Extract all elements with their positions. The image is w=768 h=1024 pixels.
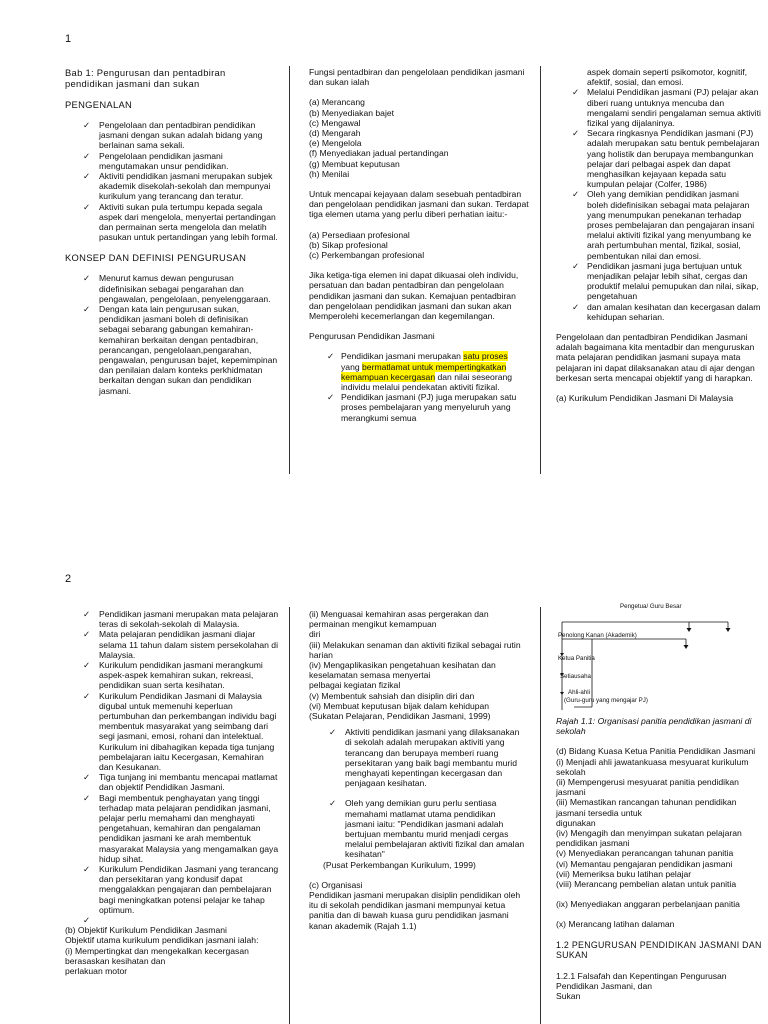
list-item [65, 915, 283, 925]
function-item: (b) Menyediakan bajet [309, 107, 395, 118]
checkmark-icon: ✓ [572, 260, 580, 271]
checkmark-icon: ✓ [329, 798, 337, 809]
objective-item: (iii) Melakukan senaman dan aktiviti fizikal sebagai rutin harian [309, 639, 521, 660]
paragraph: Jika ketiga-tiga elemen ini dapat dikuasai oleh individu, persatuan dan badan pentadbiran dan pengelolaan pendidikan jasmani dan sukan. Kemajuan pentadbiran dan pengelolaan pendidikan jasmani dan sukan akan Memperolehi kecemerlangan dan kegemilangan. [309, 270, 519, 322]
page-number-1: 1 [65, 33, 72, 45]
function-item: (d) Mengarah [309, 128, 361, 139]
checkmark-icon: ✓ [83, 690, 91, 701]
objective-item-cont: pelbagai kegiatan fizikal [309, 680, 401, 691]
duty-item: (iii) Memastikan rancangan tahunan pendidikan jasmani tersedia untuk [556, 797, 737, 818]
duty-item: (x) Merancang latihan dalaman [556, 919, 675, 930]
page1-column-3 [556, 67, 766, 403]
paragraph: Objektif utama kurikulum pendidikan jasmani ialah: [65, 935, 259, 946]
duty-item: (iv) Mengagih dan menyimpan sukatan pelajaran pendidikan jasmani [556, 828, 742, 849]
checkmark-icon: ✓ [329, 727, 337, 738]
function-item: (f) Menyediakan jadual pertandingan [309, 148, 449, 159]
duty-item: (vi) Memantau pengajaran pendidikan jasmani [556, 858, 733, 869]
org-node-secretary: Setiausaha [560, 673, 591, 680]
checkmark-icon: ✓ [83, 864, 91, 875]
page2-column-3 [556, 716, 766, 1001]
function-item: (h) Menilai [309, 168, 350, 179]
list-item: ✓ Aktiviti sukan pula tertumpu kepada segala aspek dari mengelola, menyertai pertandingan dan permainan serta mengelola dan melatih pasukan untuk pertandingan yang lebih formal. [83, 201, 278, 243]
list-item: ✓ dan amalan kesihatan dan kecergasan dalam kehidupan seharian. [572, 301, 761, 322]
list-item: ✓ Oleh yang demikian guru perlu sentiasa memahami matlamat utama pendidikan jasmani iaitu: "Pendidikan jasmani adalah bertujuan membantu murid menjadi cergas melalui pembelajaran aktiviti fizikal dan amalan kesihatan" [329, 798, 525, 860]
duty-item: (v) Menyediakan perancangan tahunan panitia [556, 848, 734, 859]
objective-item: (vi) Membuat keputusan bijak dalam kehidupan [309, 700, 490, 711]
duty-item: (viii) Merancang pembelian alatan untuk panitia [556, 879, 737, 890]
duty-item-cont: digunakan [556, 817, 596, 828]
page1-column-1 [65, 67, 283, 396]
sub-heading: (a) Kurikulum Pendidikan Jasmani Di Malaysia [556, 393, 734, 404]
column-divider [289, 66, 290, 474]
section-heading: KONSEP DAN DEFINISI PENGURUSAN [65, 252, 247, 264]
checkmark-icon: ✓ [572, 301, 580, 312]
paragraph: Pendidikan jasmani merupakan disiplin pendidikan oleh itu di sekolah pendidikan jasmani mempunyai ketua panitia dan di bawah kuasa guru pendidikan jasmani kanan akademik (Rajah 1.1) [309, 890, 521, 931]
subsection-heading-cont: Sukan [556, 991, 581, 1002]
objective-item: (i) Mempertingkat dan mengekalkan kecergasan berasaskan kesihatan dan [65, 945, 249, 966]
element-item: (c) Perkembangan profesional [309, 250, 425, 261]
list-item: ✓ Pendidikan jasmani (PJ) juga merupakan satu proses pembelajaran yang menyeluruh yang merangkumi semua [327, 392, 517, 423]
org-chart [556, 603, 766, 714]
list-item: ✓ Oleh yang demikian pendidikan jasmani boleh didefinisikan sebagai mata pelajaran yang menumpukan penekanan terhadap proses pembelajaran dan pengajaran insani melalui aktiviti fizikal yang menyumbang ke arah pertumbuhan mental, fizikal, sosial, pembentukan nilai dan emosi. [572, 189, 755, 261]
element-item: (b) Sikap profesional [309, 239, 388, 250]
checkmark-icon: ✓ [572, 87, 580, 98]
objective-item: (v) Membentuk sahsiah dan disiplin diri dan [309, 690, 475, 701]
checkmark-icon: ✓ [83, 201, 91, 212]
page1-column-2 [309, 67, 531, 423]
continuation-text: aspek domain seperti psikomotor, kognitif, afektif, sosial, dan emosi. [587, 67, 748, 88]
list-item: ✓ Menurut kamus dewan pengurusan didefinisikan sebagai pengarahan dan pengawalan, pengelolaan, penyelenggaraan. [83, 273, 271, 304]
sub-heading: (c) Organisasi [309, 879, 363, 890]
page2-column-2 [309, 609, 531, 931]
org-node-senior-assistant: Penolong Kanan (Akademik) [558, 632, 637, 639]
duty-item: (i) Menjadi ahli jawatankuasa mesyuarat kurikulum sekolah [556, 756, 749, 777]
list-item: ✓ Pendidikan jasmani juga bertujuan untuk menjadikan pelajar lebih sihat, cergas dan produktif melalui pemupukan dan nilai, sikap, pengetahuan [572, 260, 759, 302]
list-item: ✓ Pengelolaan pendidikan jasmani mengutamakan unsur pendidikan. [83, 150, 229, 171]
list-item: ✓ Aktiviti pendidikan jasmani merupakan subjek akademik disekolah-sekolah dan mempunyai kurikulum yang terancang dan teratur. [83, 171, 273, 202]
sub-heading: Pengurusan Pendidikan Jasmani [309, 331, 435, 342]
list-item: ✓ Kurikulum pendidikan jasmani merangkumi aspek-aspek kemahiran sukan, rekreasi, pendidikan suan serta kesihatan. [83, 660, 263, 691]
objective-item-cont: perlakuan motor [65, 965, 128, 976]
org-node-members-note: (Guru-guru yang mengajar PJ) [564, 697, 648, 704]
page2-column-1 [65, 609, 283, 976]
column-divider [540, 66, 541, 474]
list-item: ✓ Tiga tunjang ini membantu mencapai matlamat dan objektif Pendidikan Jasmani. [83, 772, 278, 793]
figure-caption: Rajah 1.1: Organisasi panitia pendidikan jasmani di sekolah [556, 716, 752, 737]
list-item: ✓ Pendidikan jasmani merupakan satu proses yang bermatlamat untuk mempertingkatkan kemampuan kecergasan dan nilai seseorang individu melalui pendekatan aktiviti fizikal. [327, 351, 513, 393]
page-number-2: 2 [65, 573, 72, 585]
sub-heading: (b) Objektif Kurikulum Pendidikan Jasmani [65, 925, 227, 936]
checkmark-icon: ✓ [83, 609, 91, 619]
checkmark-icon: ✓ [572, 128, 580, 139]
list-item: ✓ Mata pelajaran pendidikan jasmani diajar selama 11 tahun dalam sistem persekolahan di Malaysia. [83, 629, 278, 660]
org-node-principal: Pengetua/ Guru Besar [620, 603, 682, 610]
paragraph: Untuk mencapai kejayaan dalam sesebuah pentadbiran dan pengelolaan pendidikan jasmani dan sukan. Terdapat tiga elemen utama yang perlu diberi perhatian iaitu:- [309, 189, 529, 220]
paragraph: Pengelolaan dan pentadbiran Pendidikan Jasmani adalah bagaimana kita mentadbir dan menguruskan mata pelajaran pendidikan jasmani supaya mata pelajaran ini dapat dilaksanakan atau di ajar dengan berkesan serta mencapai objektif yang di harapkan. [556, 332, 755, 383]
citation: (Sukatan Pelajaran, Pendidikan Jasmani, 1999) [309, 711, 491, 722]
list-item: ✓ Pendidikan jasmani merupakan mata pelajaran teras di sekolah-sekolah di Malaysia. [83, 609, 279, 630]
objective-item: (iv) Mengaplikasikan pengetahuan kesihatan dan keselamatan semasa menyertai [309, 660, 496, 681]
checkmark-icon: ✓ [327, 351, 335, 362]
list-item: ✓ Pengelolaan dan pentadbiran pendidikan jasmani dengan sukan adalah bidang yang berlainan sama sekali. [83, 120, 263, 151]
highlighted-text: satu proses [463, 351, 508, 362]
checkmark-icon: ✓ [83, 171, 91, 182]
list-item: ✓ Secara ringkasnya Pendidikan jasmani (PJ) adalah merupakan satu bentuk pembelajaran yang holistik dan berupaya membangunkan pelajar dari pelbagai aspek dan dapat menghasilkan kejayaan kepada satu kumpulan pelajar (Colfer, 1986) [572, 128, 760, 190]
checkmark-icon: ✓ [83, 273, 91, 284]
duty-item: (vii) Memeriksa buku latihan pelajar [556, 868, 692, 879]
list-item: ✓ Bagi membentuk penghayatan yang tinggi terhadap mata pelajaran pendidikan jasmani, pelajar perlu memahami dan menghayati pengetahuan, kemahiran dan pengalaman pendidikan jasmani ke arah membentuk masyarakat Malaysia yang mengamalkan gaya hidup sihat. [83, 792, 279, 864]
highlighted-text: bermatlamat untuk mempertingkatkan kemampuan kecergasan [341, 361, 507, 382]
checkmark-icon: ✓ [572, 189, 580, 200]
checkmark-icon: ✓ [83, 792, 91, 803]
section-heading: PENGENALAN [65, 99, 133, 110]
checkmark-icon: ✓ [83, 629, 91, 640]
objective-item-cont: diri [309, 629, 321, 640]
function-item: (e) Mengelola [309, 138, 362, 149]
duty-item: (ii) Mempengerusi mesyuarat panitia pendidikan jasmani [556, 777, 739, 798]
function-item: (c) Mengawal [309, 117, 361, 128]
list-item: ✓ Melalui Pendidikan jasmani (PJ) pelajar akan diberi ruang untuknya mencuba dan mengalami sendiri pengalaman semua aktiviti fizikal yang dijalaninya. [572, 87, 761, 129]
subsection-heading: 1.2.1 Falsafah dan Kepentingan Pengurusan Pendidikan Jasmani, dan [556, 970, 727, 991]
sub-heading: (d) Bidang Kuasa Ketua Panitia Pendidikan Jasmani [556, 746, 756, 757]
list-item: ✓ Kurikulum Pendidikan Jasmani yang terancang dan persekitaran yang kondusif dapat menggalakkan pengajaran dan pembelajaran bagi meningkatkan potensi pelajar ke tahap optimum. [83, 864, 279, 915]
checkmark-icon: ✓ [83, 150, 91, 161]
checkmark-icon: ✓ [83, 915, 91, 926]
checkmark-icon: ✓ [83, 660, 91, 671]
column-divider [540, 607, 541, 1024]
paragraph: Fungsi pentadbiran dan pengelolaan pendidikan jasmani dan sukan ialah [309, 67, 525, 88]
column-divider [289, 607, 290, 1024]
org-node-panel-head: Ketua Panitia [558, 655, 595, 662]
objective-item: (ii) Menguasai kemahiran asas pergerakan dan permainan mengikut kemampuan [309, 609, 489, 630]
list-item: ✓ Kurikulum Pendidikan Jasmani di Malaysia digubal untuk memenuhi keperluan pertumbuhan dan perkembangan individu bagi membentuk masyarakat yang seimbang dari segi jasmani, emosi, rohani dan intelektual. Kurikulum ini dibahagikan kepada tiga tunjang pembelajaran iaitu Kecergasan, Kemahiran dan Kesukanan. [83, 690, 277, 773]
org-node-members: Ahli-ahli [568, 689, 591, 696]
section-heading: 1.2 PENGURUSAN PENDIDIKAN JASMANI DAN SUKAN [556, 939, 762, 961]
checkmark-icon: ✓ [327, 392, 335, 403]
list-item: ✓ Aktiviti pendidikan jasmani yang dilaksanakan di sekolah adalah merupakan aktiviti yang terancang dan berupaya memberi ruang persekitaran yang baik bagi membantu murid menghayati kepentingan kecergasan dan penjagaan kesihatan. [329, 727, 520, 789]
function-item: (g) Membuat keputusan [309, 158, 400, 169]
checkmark-icon: ✓ [83, 772, 91, 783]
checkmark-icon: ✓ [83, 304, 91, 315]
citation: (Pusat Perkembangan Kurikulum, 1999) [323, 859, 476, 870]
element-item: (a) Persediaan profesional [309, 229, 410, 240]
chapter-title-cont: pendidikan jasmani dan sukan [65, 78, 200, 89]
checkmark-icon: ✓ [83, 120, 91, 130]
duty-item: (ix) Menyediakan anggaran perbelanjaan panitia [556, 899, 740, 910]
list-item: ✓ Dengan kata lain pengurusan sukan, pendidikan jasmani boleh di definisikan sebagai sebarang gabungan kemahiran-kemahiran berkaitan dengan pentadbiran, perancangan, pengelolaan,pengarahan, pengawalan, pengurusan bajet, kepemimpinan dan penilaian dalam konteks perkhidmatan berkaitan dengan sukan dan pendidikan jasmani. [83, 304, 278, 396]
function-item: (a) Merancang [309, 97, 365, 108]
chapter-title: Bab 1: Pengurusan dan pentadbiran [65, 67, 226, 78]
